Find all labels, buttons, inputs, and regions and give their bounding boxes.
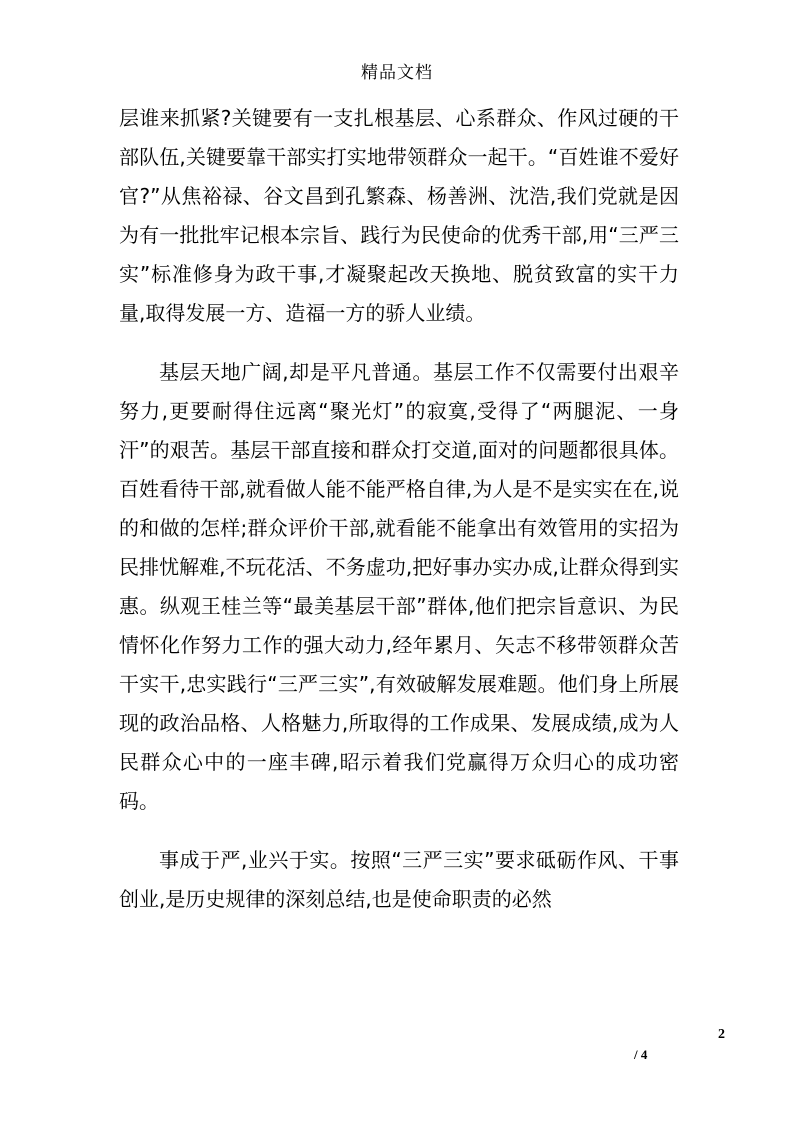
paragraph-3: 事成于严,业兴于实。按照“三严三实”要求砥砺作风、干事创业,是历史规律的深刻总结,也是使命职责的必然 (119, 848, 679, 911)
page-total: / 4 (634, 1047, 648, 1062)
document-body (119, 99, 679, 939)
page-header-title: 精品文档 (361, 63, 433, 83)
paragraph-2: 基层天地广阔,却是平凡普通。基层工作不仅需要付出艰辛努力,更要耐得住远离“聚光灯”的寂寞,受得了“两腿泥、一身汗”的艰苦。基层干部直接和群众打交道,面对的问题都很具体。百姓看待干部,就看做人能不能严格自律,为人是不是实实在在,说的和做的怎样;群众评价干部,就看能不能拿出有效管用的实招为民排忧解难,不玩花活、不务虚功,把好事办实办成,让群众得到实惠。纵观王桂兰等“最美基层干部”群体,他们把宗旨意识、为民情怀化作努力工作的强大动力,经年累月、矢志不移带领群众苦干实干,忠实践行“三严三实”,有效破解发展难题。他们身上所展现的政治品格、人格魅力,所取得的工作成果、发展成绩,成为人民群众心中的一座丰碑,昭示着我们党赢得万众归心的成功密码。 (119, 360, 679, 813)
paragraph-1: 层谁来抓紧?关键要有一支扎根基层、心系群众、作风过硬的干部队伍,关键要靠干部实打实地带领群众一起干。“百姓谁不爱好官?”从焦裕禄、谷文昌到孔繁森、杨善洲、沈浩,我们党就是因为有一批批牢记根本宗旨、践行为民使命的优秀干部,用“三严三实”标准修身为政干事,才凝聚起改天换地、脱贫致富的实干力量,取得发展一方、造福一方的骄人业绩。 (119, 106, 679, 325)
page-number: 2 (718, 1027, 725, 1042)
